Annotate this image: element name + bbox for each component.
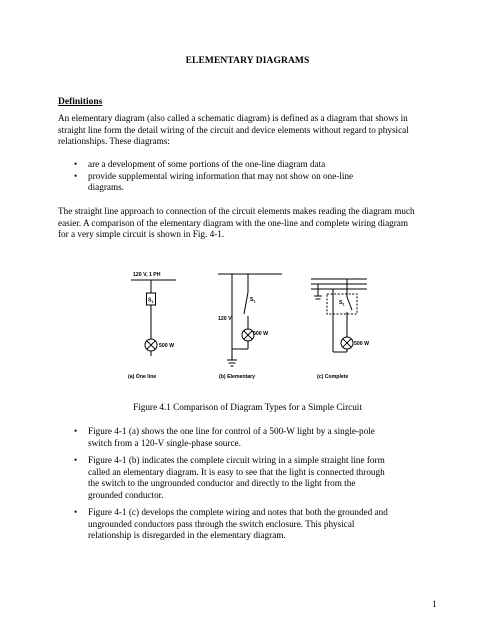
load-label-a: 500 W <box>159 343 174 349</box>
list-item-text: Figure 4-1 (c) develops the complete wiring and notes that both the grounded and <box>88 507 388 517</box>
caption-complete: (c) Complete <box>317 374 349 380</box>
supply-label: 120 V, 1 PH <box>133 272 161 278</box>
switch-label-a: $S_1$ <box>148 297 154 304</box>
page-title: ELEMENTARY DIAGRAMS <box>185 56 310 66</box>
list-item-text: called an elementary diagram. It is easy to see that the light is connected through <box>88 466 385 477</box>
list-item-text: Figure 4-1 (b) indicates the complete circuit wiring in a simple straight line form <box>88 455 385 465</box>
list-item <box>58 455 438 501</box>
list-item <box>58 507 438 542</box>
bullet-icon: • <box>74 170 78 181</box>
text-line: The straight line approach to connection of the circuit elements makes reading the diagram much <box>58 206 415 216</box>
list-item-text: Figure 4-1 (a) shows the one line for control of a 500-W light by a single-pole <box>88 426 375 436</box>
section-heading: Definitions <box>58 97 103 107</box>
figure-explanation-list <box>58 426 438 542</box>
voltage-label: 120 V <box>218 316 232 322</box>
load-label-b: 500 W <box>253 331 268 337</box>
bullet-icon: • <box>74 159 78 169</box>
list-item-text: ungrounded conductors pass through the switch enclosure. This physical <box>88 518 355 529</box>
caption-one-line: (a) One line <box>128 374 157 380</box>
switch-label-b: $S_1$ <box>250 297 256 304</box>
bullet-icon: • <box>74 455 78 465</box>
list-item <box>58 426 438 449</box>
load-label-c: 500 W <box>354 341 369 347</box>
text-line: easier. A comparison of the elementary diagram with the one-line and complete wiring diagram <box>58 217 409 228</box>
list-item-text: diagrams. <box>88 182 124 192</box>
bullet-icon: • <box>74 507 78 517</box>
list-item-text: are a development of some portions of the one-line diagram data <box>88 159 326 169</box>
text-line: relationships. These diagrams: <box>58 136 170 146</box>
list-item-text: the switch to the ungrounded conductor and directly to the light from the <box>88 478 356 488</box>
list-item-text: provide supplemental wiring information that may not show on one-line <box>88 170 354 181</box>
switch-label-c: $S_1$ <box>339 300 345 307</box>
figure-caption: Figure 4.1 Comparison of Diagram Types for a Simple Circuit <box>133 402 362 412</box>
list-item-text: grounded conductor. <box>88 489 164 500</box>
caption-elementary: (b) Elementary <box>219 374 256 380</box>
bullet-icon: • <box>74 426 78 436</box>
page-number: 1 <box>432 600 437 610</box>
text-line: straight line form the detail wiring of the circuit and device elements without regard to physical <box>58 124 409 135</box>
text-line: An elementary diagram (also called a schematic diagram) is defined as a diagram that shows in <box>58 113 408 123</box>
list-item-text: switch from a 120-V single-phase source. <box>88 437 241 448</box>
list-item-text: relationship is disregarded in the elementary diagram. <box>88 530 286 540</box>
text-line: for a very simple circuit is shown in Fig. 4-1. <box>58 229 225 239</box>
